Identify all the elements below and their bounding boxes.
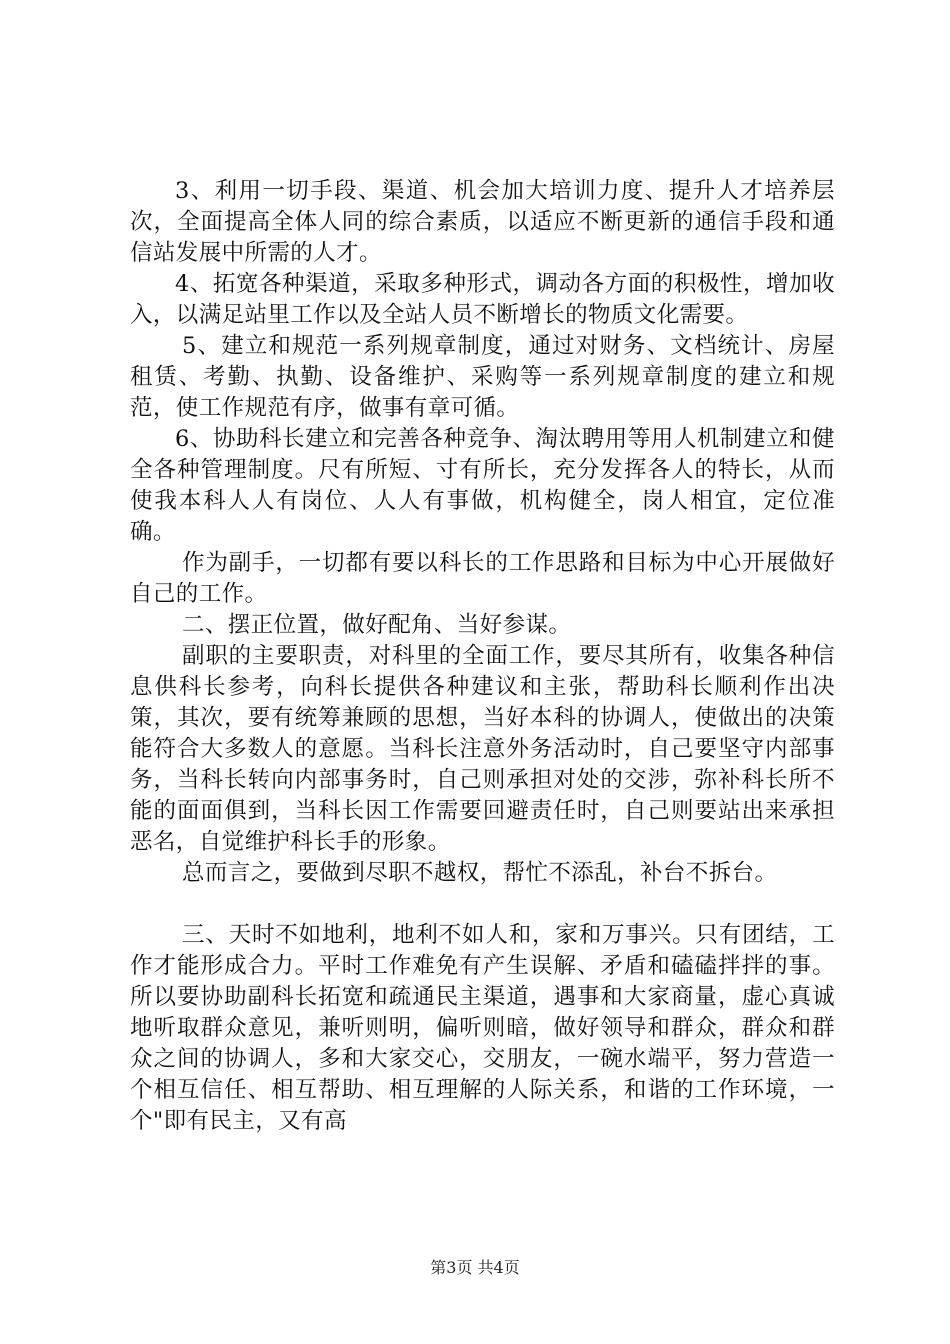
paragraph-item-5: 5、建立和规范一系列规章制度，通过对财务、文档统计、房屋租赁、考勤、执勤、设备维护、采购等一系列规章制度的建立和规范，使工作规范有序，做事有章可循。 bbox=[130, 333, 835, 421]
paragraph-item-4: 4、拓宽各种渠道，采取多种形式，调动各方面的积极性，增加收入，以满足站里工作以及全站人员不断增长的物质文化需要。 bbox=[130, 271, 835, 328]
paragraph-summary: 总而言之，要做到尽职不越权，帮忙不添乱，补台不拆台。 bbox=[182, 860, 778, 886]
paragraph-deputy-duties: 副职的主要职责，对科里的全面工作，要尽其所有，收集各种信息供科长参考，向科长提供各种建议和主张，帮助科长顺利作出决策，其次，要有统筹兼顾的思想，当好本科的协调人，使做出的决策能符合大多数人的意愿。当科长注意外务活动时，自己要坚守内部事务，当科长转向内部事务时，自己则承担对处的交涉，弥补科长所不能的面面俱到，当科长因工作需要回避责任时，自己则要站出来承担恶名，自觉维护科长手的形象。 bbox=[130, 643, 835, 855]
document-body bbox=[130, 176, 835, 1137]
section-heading-3: 三、天时不如地利，地利不如人和，家和万事兴。只有团结，工作才能形成合力。平时工作难免有产生误解、矛盾和磕磕拌拌的事。所以要协助副科长拓宽和疏通民主渠道，遇事和大家商量，虚心真诚地听取群众意见，兼听则明，偏听则暗，做好领导和群众，群众和群众之间的协调人，多和大家交心，交朋友，一碗水端平，努力营造一个相互信任、相互帮助、相互理解的人际关系，和谐的工作环境，一个"即有民主，又有高 bbox=[130, 922, 835, 1134]
paragraph-item-3: 3、利用一切手段、渠道、机会加大培训力度、提升人才培养层次，全面提高全体人同的综合素质，以适应不断更新的通信手段和通信站发展中所需的人才。 bbox=[130, 178, 835, 266]
page-number: 第3页 共4页 bbox=[430, 1258, 520, 1277]
paragraph-deputy-role: 作为副手，一切都有要以科长的工作思路和目标为中心开展做好自己的工作。 bbox=[130, 550, 835, 607]
paragraph-item-6: 6、协助科长建立和完善各种竞争、淘汰聘用等用人机制建立和健全各种管理制度。尺有所短、寸有所长，充分发挥各人的特长，从而使我本科人人有岗位、人人有事做，机构健全，岗人相宜，定位准确。 bbox=[130, 426, 835, 545]
section-heading-2: 二、摆正位置，做好配角、当好参谋。 bbox=[182, 612, 572, 638]
